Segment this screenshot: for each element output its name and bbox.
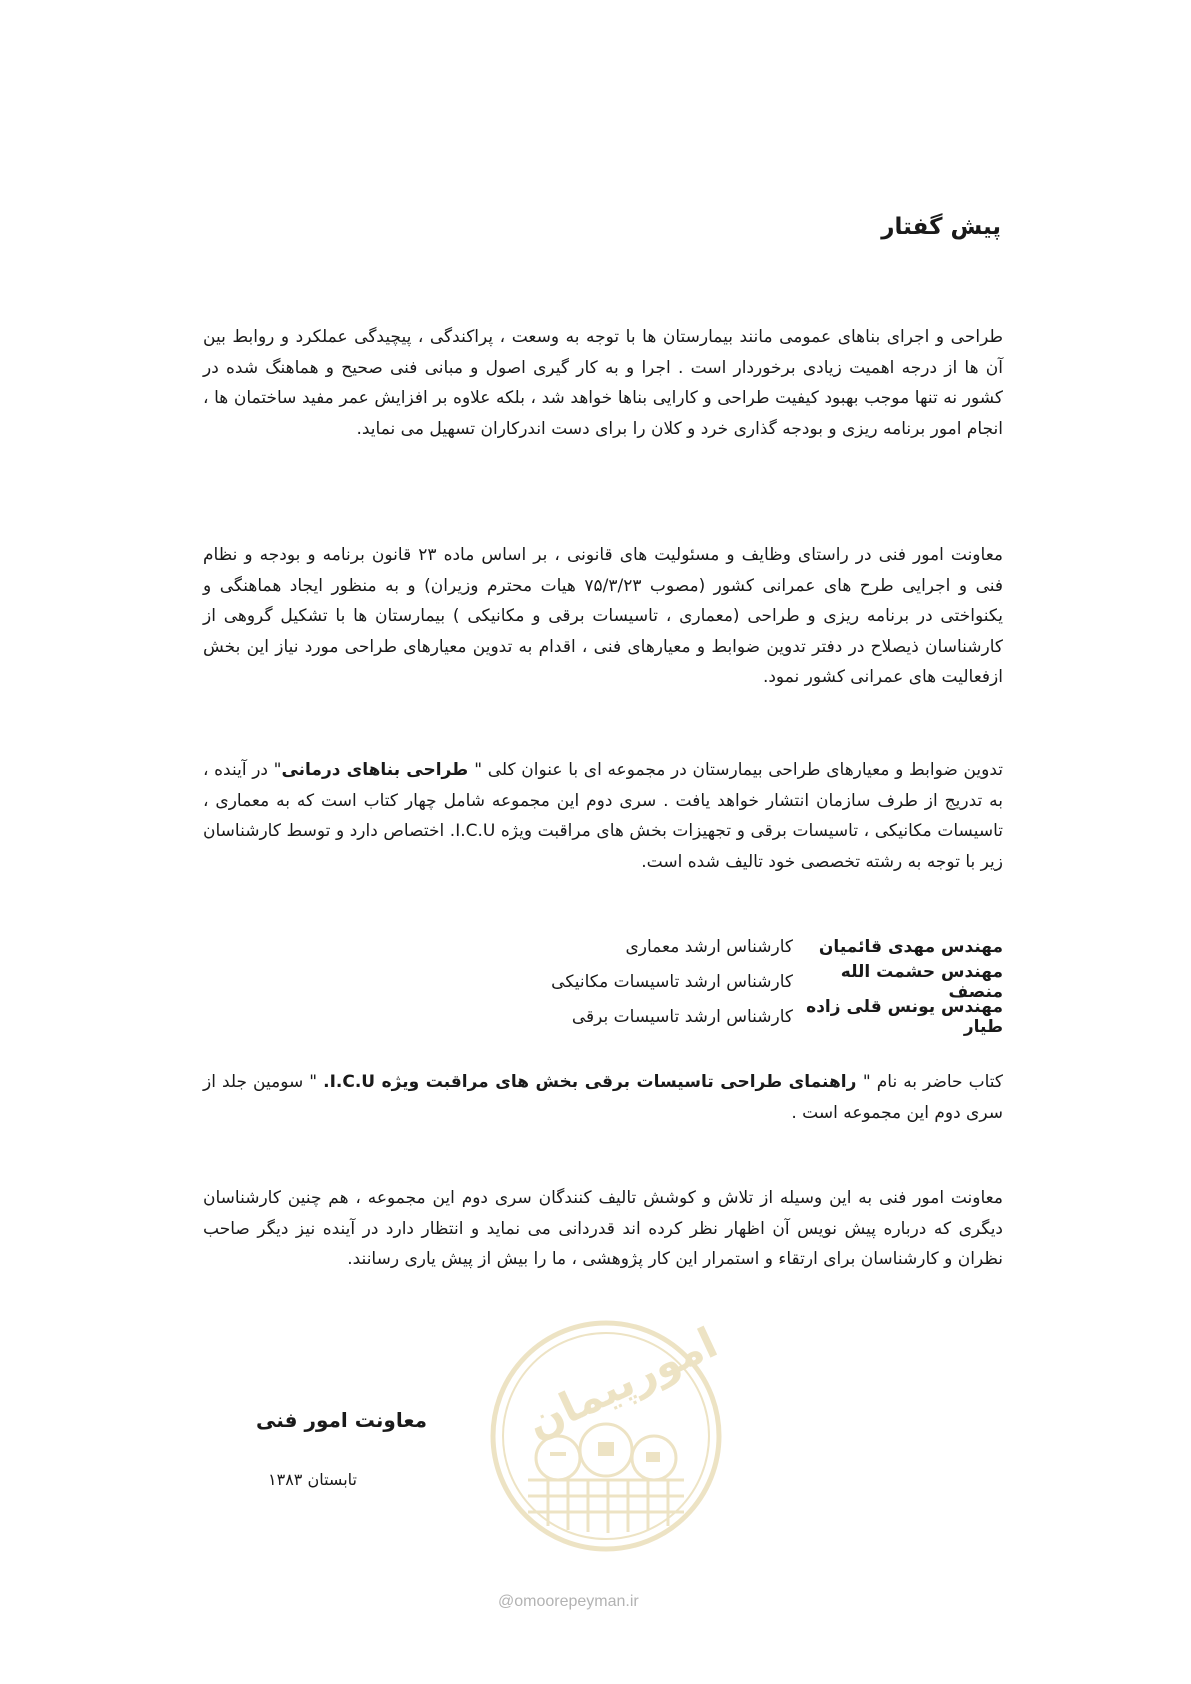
paragraph-3-end: " در آینده ، به تدریج از طرف سازمان انتشار خواهد یافت . سری دوم این مجموعه شامل چهار کتاب است که به معماری ، تاسیسات مکانیکی ، تاسیسات برقی و تجهیزات بخش های مراقبت ویژه I.C.U. اختصاص دارد و توسط کارشناسان زیر با توجه به رشته تخصصی خود تالیف شده است. [203, 760, 1003, 872]
series-title: طراحی بناهای درمانی [281, 760, 475, 780]
signature-date: تابستان ۱۳۸۳ [268, 1470, 357, 1489]
author-row [203, 996, 1003, 1037]
author-name: مهندس حشمت الله منصف [840, 961, 1003, 1002]
paragraph-5 [203, 1067, 1003, 1128]
paragraph-3 [203, 755, 1003, 877]
page-heading: پیش گفتار [881, 214, 1001, 240]
svg-text:امورپیمان: امورپیمان [519, 1318, 724, 1449]
paragraph-2: معاونت امور فنی در راستای وظایف و مسئولیت های قانونی ، بر اساس ماده ۲۳ قانون برنامه و بودجه و نظام فنی و اجرایی طرح های عمرانی کشور (مصوب ۷۵/۳/۲۳ هیات محترم وزیران) و به منظور ایجاد هماهنگی و یکنواختی در برنامه ریزی و طراحی (معماری ، تاسیسات برقی و مکانیکی ) بیمارستان ها با تشکیل گروهی از کارشناسان ذیصلاح در دفتر تدوین ضوابط و معیارهای فنی ، اقدام به تدوین معیارهای طراحی مورد نیاز این بخش ازفعالیت های عمرانی کشور نمود. [203, 545, 1004, 687]
author-name: مهندس مهدی قائمیان [818, 936, 1003, 957]
signature: معاونت امور فنی [256, 1408, 428, 1432]
author-role: کارشناس ارشد تاسیسات مکانیکی [551, 971, 793, 992]
author-row [203, 961, 1003, 1002]
paragraph-6: معاونت امور فنی به این وسیله از تلاش و کوشش تالیف کنندگان سری دوم این مجموعه ، هم چنین کارشناسان دیگری که درباره پیش نویس آن اظهار نظر کرده اند قدردانی می نماید و انتظار دارد در آینده نیز دیگر صاحب نظران و کارشناسان برای ارتقاء و استمرار این کار پژوهشی ، ما را بیش از پیش یاری رسانند. [203, 1188, 1003, 1269]
book-title: راهنمای طراحی تاسیسات برقی بخش های مراقبت ویژه I.C.U. [323, 1072, 863, 1092]
paragraph-3-start: تدوین ضوابط و معیارهای طراحی بیمارستان در مجموعه ای با عنوان کلی " [474, 760, 1003, 780]
authors-list [203, 929, 1003, 1037]
paragraph-5-start: کتاب حاضر به نام " [862, 1072, 1003, 1092]
watermark-url: @omoorepeyman.ir [498, 1593, 639, 1610]
author-role: کارشناس ارشد تاسیسات برقی [571, 1006, 793, 1027]
author-role: کارشناس ارشد معماری [625, 936, 793, 957]
author-row [203, 929, 1003, 964]
watermark-logo-icon [488, 1318, 724, 1554]
author-name: مهندس یونس قلی زاده طیار [806, 996, 1003, 1037]
paragraph-5-end: " سومین جلد از سری دوم این مجموعه است . [203, 1072, 1003, 1123]
paragraph-1: طراحی و اجرای بناهای عمومی مانند بیمارستان ها با توجه به وسعت ، پراکندگی ، پیچیدگی عملکرد و روابط بین آن ها از درجه اهمیت زیادی برخوردار است . اجرا و به کار گیری اصول و مبانی فنی صحیح و هماهنگ شده در کشور نه تنها موجب بهبود کیفیت طراحی و کارایی بناها خواهد شد ، بلکه علاوه بر افزایش عمر مفید ساختمان ها ، انجام امور برنامه ریزی و بودجه گذاری خرد و کلان را برای دست اندرکاران تسهیل می نماید. [203, 327, 1003, 439]
